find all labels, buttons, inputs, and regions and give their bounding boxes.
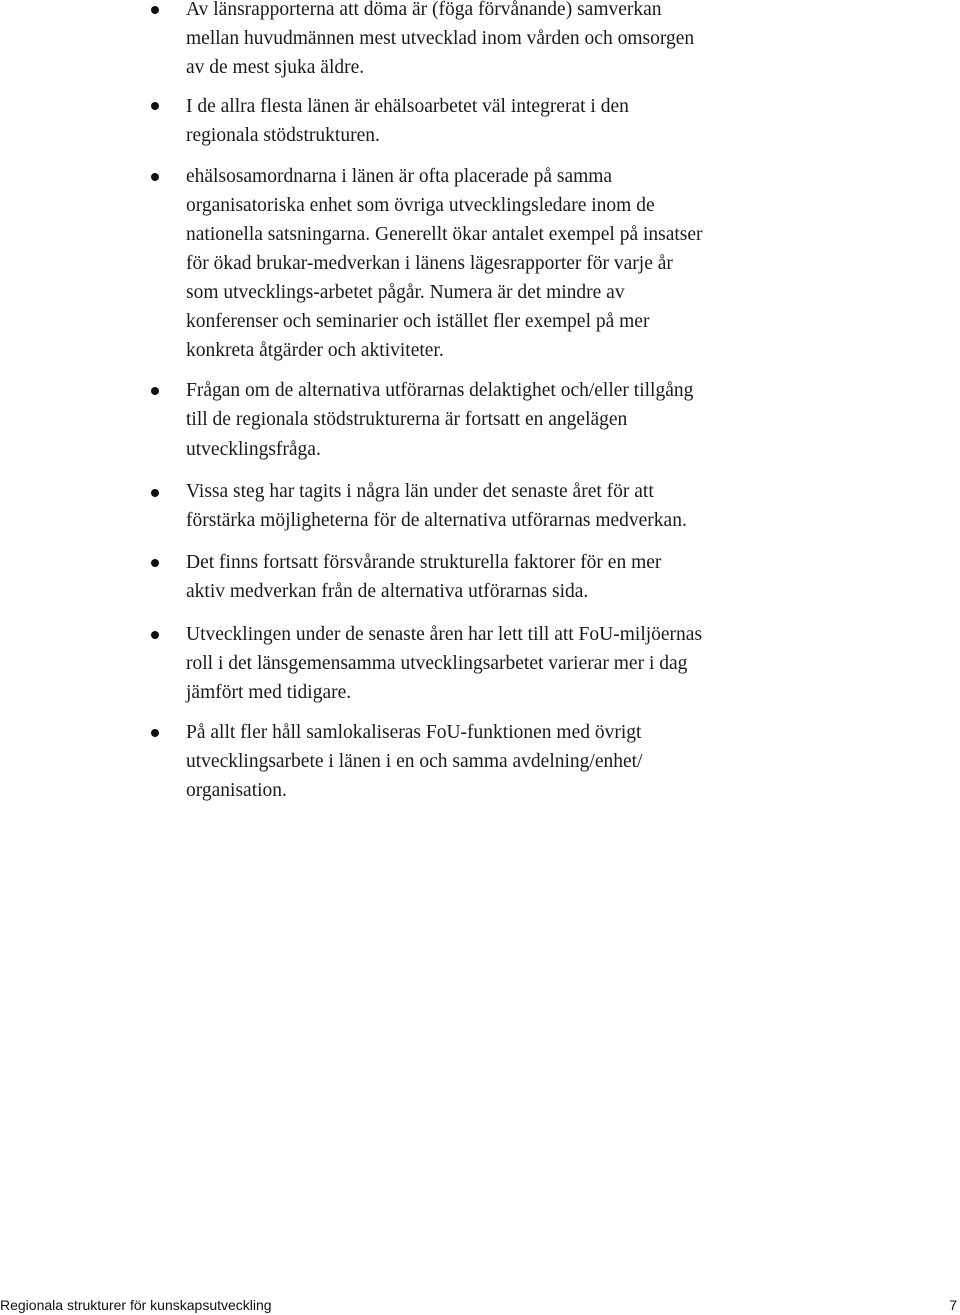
list-item-text: Frågan om de alternativa utförarnas delaktighet och/eller tillgång xyxy=(186,380,694,401)
list-item-text: På allt fler håll samlokaliseras FoU-funktionen med övrigt xyxy=(186,722,642,743)
list-item-text: för ökad brukar-medverkan i länens lägesrapporter för varje år xyxy=(186,253,673,274)
bullet-icon xyxy=(151,489,159,497)
bullet-icon xyxy=(151,6,159,14)
list-item-text: regionala stödstrukturen. xyxy=(186,125,380,146)
list-item-text: konkreta åtgärder och aktiviteter. xyxy=(186,340,444,361)
list-item-text: organisation. xyxy=(186,780,287,801)
bullet-icon xyxy=(151,173,159,181)
list-item-text: ehälsosamordnarna i länen är ofta placerade på samma xyxy=(186,166,613,187)
list-item-text: Utvecklingen under de senaste åren har lett till att FoU-miljöernas xyxy=(186,624,703,645)
bullet-icon xyxy=(151,387,159,395)
list-item-text: mellan huvudmännen mest utvecklad inom vården och omsorgen xyxy=(186,28,695,49)
list-item-text: I de allra flesta länen är ehälsoarbetet väl integrerat i den xyxy=(186,96,629,117)
page-number: 7 xyxy=(949,1297,957,1313)
list-item-text: utvecklingsfråga. xyxy=(186,439,321,460)
bullet-icon xyxy=(151,559,159,567)
list-item-text: nationella satsningarna. Generellt ökar antalet exempel på insatser xyxy=(186,224,703,245)
list-item-text: förstärka möjligheterna för de alternativa utförarnas medverkan. xyxy=(186,510,687,531)
list-item-text: jämfört med tidigare. xyxy=(186,682,352,703)
footer-title: Regionala strukturer för kunskapsutveckling xyxy=(0,1297,272,1313)
bullet-icon xyxy=(151,631,159,639)
list-item-text: roll i det länsgemensamma utvecklingsarbetet varierar mer i dag xyxy=(186,653,688,674)
list-item-text: av de mest sjuka äldre. xyxy=(186,57,365,78)
list-item-text: Vissa steg har tagits i några län under det senaste året för att xyxy=(186,481,654,502)
list-item-text: Det finns fortsatt försvårande strukturella faktorer för en mer xyxy=(186,552,662,573)
list-item-text: utvecklingsarbete i länen i en och samma avdelning/enhet/ xyxy=(186,751,643,772)
list-item-text: aktiv medverkan från de alternativa utförarnas sida. xyxy=(186,581,589,602)
list-item-text: organisatoriska enhet som övriga utvecklingsledare inom de xyxy=(186,195,655,216)
list-item-text: konferenser och seminarier och istället fler exempel på mer xyxy=(186,311,650,332)
bullet-icon xyxy=(151,729,159,737)
bullet-icon xyxy=(151,102,159,110)
list-item-text: Av länsrapporterna att döma är (föga förvånande) samverkan xyxy=(186,0,662,20)
list-item-text: till de regionala stödstrukturerna är fortsatt en angelägen xyxy=(186,409,628,430)
list-item-text: som utvecklings-arbetet pågår. Numera är det mindre av xyxy=(186,282,625,303)
